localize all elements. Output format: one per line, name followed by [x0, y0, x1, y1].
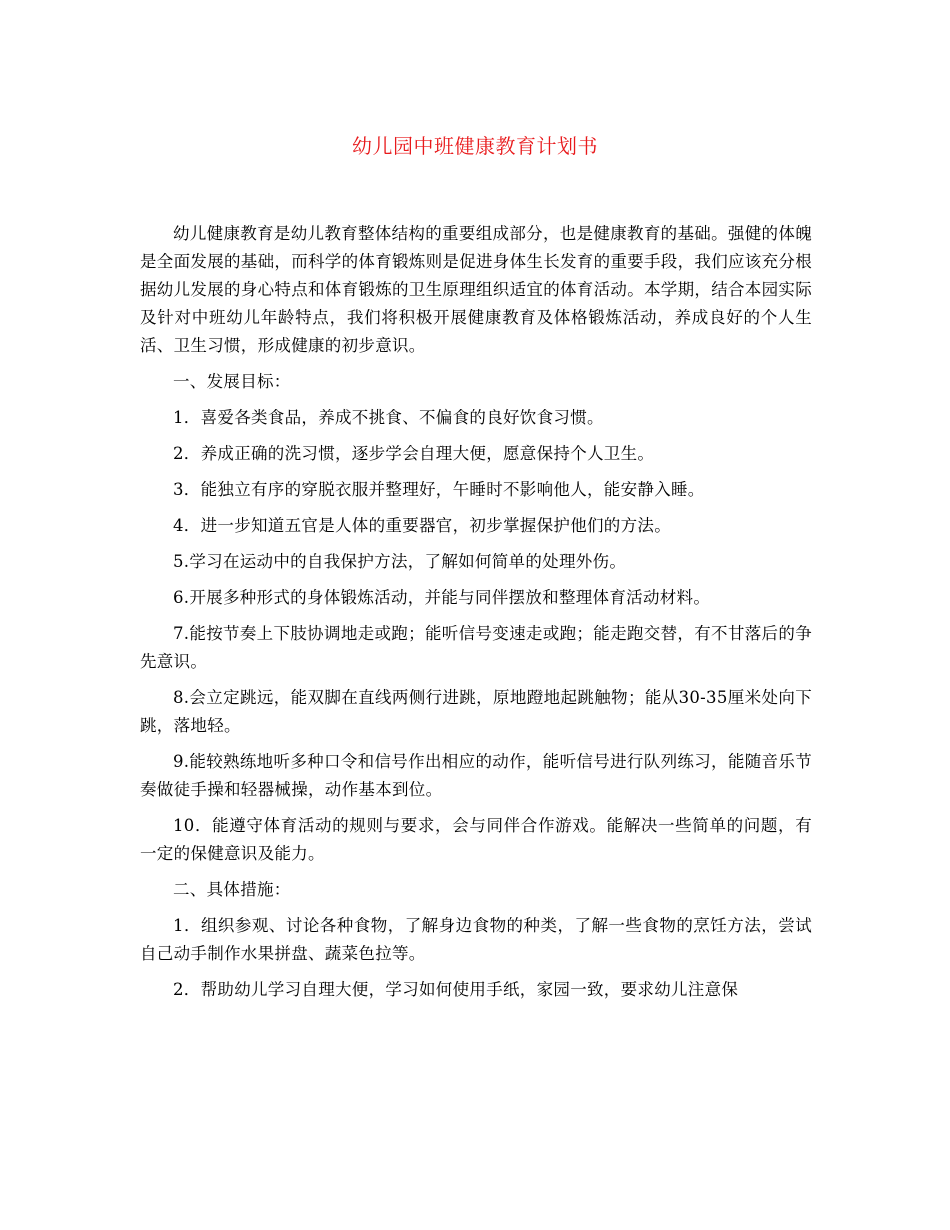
section-heading-measures: 二、具体措施： — [173, 880, 291, 899]
section-heading-goals: 一、发展目标： — [173, 372, 291, 391]
measure-item: 1．组织参观、讨论各种食物，了解身边食物的种类，了解一些食物的烹饪方法，尝试自己动手制作水果拼盘、蔬菜色拉等。 — [140, 916, 812, 963]
intro-paragraph: 幼儿健康教育是幼儿教育整体结构的重要组成部分，也是健康教育的基础。强健的体魄是全面发展的基础，而科学的体育锻炼则是促进身体生长发育的重要手段，我们应该充分根据幼儿发展的身心特点和体育锻炼的卫生原理组织适宜的体育活动。本学期，结合本园实际及针对中班幼儿年龄特点，我们将积极开展健康教育及体格锻炼活动，养成良好的个人生活、卫生习惯，形成健康的初步意识。 — [140, 224, 812, 355]
measure-item: 2．帮助幼儿学习自理大便，学习如何使用手纸，家园一致，要求幼儿注意保 — [173, 980, 739, 999]
document-title: 幼儿园中班健康教育计划书 — [352, 134, 598, 158]
goal-item: 2．养成正确的洗习惯，逐步学会自理大便，愿意保持个人卫生。 — [173, 444, 655, 463]
goal-item: 10．能遵守体育活动的规则与要求，会与同伴合作游戏。能解决一些简单的问题，有一定的保健意识及能力。 — [140, 816, 812, 863]
goal-item: 3．能独立有序的穿脱衣服并整理好，午睡时不影响他人，能安静入睡。 — [173, 480, 705, 499]
goal-item: 1．喜爱各类食品，养成不挑食、不偏食的良好饮食习惯。 — [173, 408, 604, 427]
goal-item: 7.能按节奏上下肢协调地走或跑；能听信号变速走或跑；能走跑交替，有不甘落后的争先意识。 — [140, 624, 812, 671]
goal-item: 5.学习在运动中的自我保护方法，了解如何简单的处理外伤。 — [173, 552, 627, 571]
goal-item: 9.能较熟练地听多种口令和信号作出相应的动作，能听信号进行队列练习，能随音乐节奏做徒手操和轻器械操，动作基本到位。 — [140, 752, 812, 799]
goal-item: 6.开展多种形式的身体锻炼活动，并能与同伴摆放和整理体育活动材料。 — [173, 588, 711, 607]
goal-item: 8.会立定跳远，能双脚在直线两侧行进跳，原地蹬地起跳触物；能从30-35厘米处向下跳，落地轻。 — [140, 688, 812, 735]
goal-item: 4．进一步知道五官是人体的重要器官，初步掌握保护他们的方法。 — [173, 516, 671, 535]
document-body — [140, 220, 812, 1012]
